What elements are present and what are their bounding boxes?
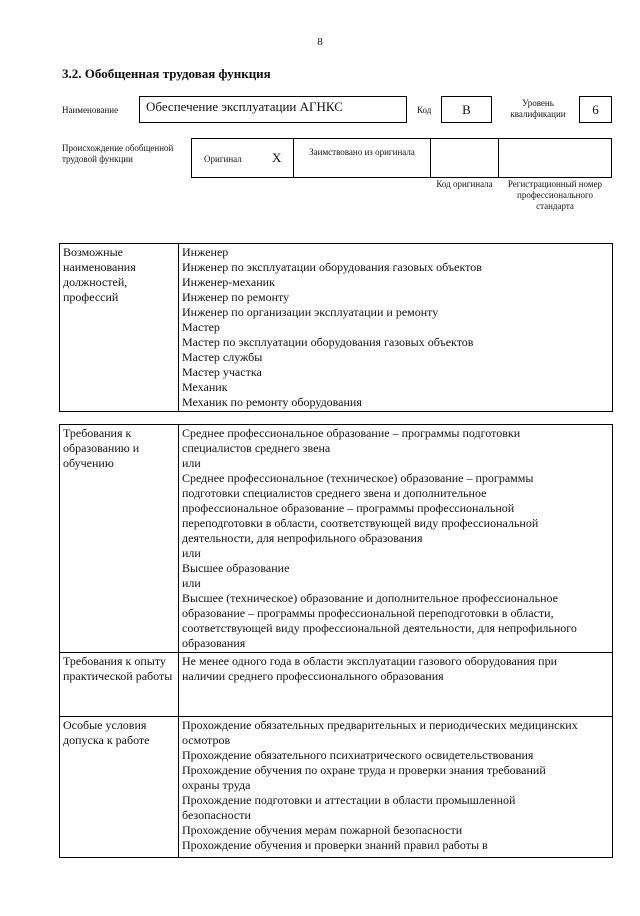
experience-text: [179, 653, 613, 717]
education-label: Требования к образованию и обучению: [60, 425, 179, 653]
list-item: Мастер по эксплуатации оборудования газовых объектов: [182, 335, 474, 349]
text-line: или: [182, 456, 201, 470]
list-item: Механик: [182, 380, 228, 394]
text-line: Не менее одного года в области эксплуатации газового оборудования при: [182, 654, 557, 668]
name-value: Обеспечение эксплуатации АГНКС: [146, 99, 343, 114]
origin-label: Происхождение обобщенной трудовой функции: [62, 143, 174, 164]
admission-text: [179, 717, 613, 858]
experience-label: Требования к опыту практической работы: [60, 653, 179, 717]
positions-list: [179, 244, 613, 412]
list-item: Инженер по ремонту: [182, 290, 290, 304]
code-original-caption: Код оригинала: [436, 179, 493, 189]
text-line: или: [182, 576, 201, 590]
level-label: Уровень квалификации: [510, 98, 566, 119]
section-title: 3.2. Обобщенная трудовая функция: [62, 66, 271, 81]
original-mark: X: [272, 150, 282, 165]
list-item: Механик по ремонту оборудования: [182, 395, 362, 409]
text-line: образования: [182, 636, 246, 650]
borrowed-label: Заимствовано из оригинала: [309, 147, 415, 157]
positions-label: Возможные наименования должностей, профессий: [60, 244, 179, 412]
text-line: безопасности: [182, 808, 251, 822]
level-value: 6: [592, 102, 599, 117]
table-row: [60, 244, 613, 412]
text-line: образование – программы профессиональной переподготовки в области,: [182, 606, 554, 620]
list-item: Инженер по эксплуатации оборудования газовых объектов: [182, 260, 482, 274]
text-line: Прохождение обучения мерам пожарной безопасности: [182, 823, 463, 837]
page-number: 8: [317, 36, 323, 48]
text-line: специалистов среднего звена: [182, 441, 331, 455]
level-value-box: [579, 96, 612, 123]
text-line: или: [182, 546, 201, 560]
name-label: Наименование: [62, 105, 119, 115]
text-line: Высшее (техническое) образование и дополнительное профессиональное: [182, 591, 558, 605]
text-line: Среднее профессиональное (техническое) образование – программы: [182, 471, 534, 485]
text-line: охраны труда: [182, 778, 251, 792]
list-item: Инженер-механик: [182, 275, 275, 289]
list-item: Мастер участка: [182, 365, 262, 379]
text-line: Прохождение обучения и проверки знаний правил работы в: [182, 838, 488, 852]
code-label: Код: [417, 105, 432, 115]
text-line: Прохождение обязательных предварительных и периодических медицинских: [182, 718, 578, 732]
text-line: Высшее образование: [182, 561, 290, 575]
original-label: Оригинал: [204, 154, 242, 164]
original-cell: [191, 138, 294, 178]
requirements-table: [59, 424, 613, 858]
admission-label: Особые условия допуска к работе: [60, 717, 179, 858]
reg-number-caption: Регистрационный номер профессионального стандарта: [507, 179, 603, 211]
text-line: наличии среднего профессионального образования: [182, 669, 444, 683]
text-line: Прохождение обязательного психиатрического освидетельствования: [182, 748, 534, 762]
text-line: осмотров: [182, 733, 231, 747]
text-line: соответствующей виду профессиональной деятельности, для непрофильного: [182, 621, 577, 635]
text-line: Прохождение обучения по охране труда и проверки знания требований: [182, 763, 546, 777]
text-line: подготовки специалистов среднего звена и дополнительное: [182, 486, 487, 500]
code-value-box: [441, 96, 492, 123]
name-value-box: [139, 96, 407, 123]
text-line: деятельности, для непрофильного образования: [182, 531, 423, 545]
list-item: Мастер: [182, 320, 220, 334]
text-line: Среднее профессиональное образование – программы подготовки: [182, 426, 521, 440]
borrowed-cell: [293, 138, 431, 178]
text-line: профессиональное образование – программы профессиональной: [182, 501, 515, 515]
list-item: Инженер по организации эксплуатации и ремонту: [182, 305, 439, 319]
table-row: [60, 425, 613, 653]
code-value: B: [462, 102, 471, 117]
text-line: переподготовки в области, соответствующей виду профессиональной: [182, 516, 539, 530]
education-text: [179, 425, 613, 653]
list-item: Инженер: [182, 245, 229, 259]
list-item: Мастер службы: [182, 350, 263, 364]
table-row: [60, 717, 613, 858]
text-line: Прохождение подготовки и аттестации в области промышленной: [182, 793, 516, 807]
reg-number-cell: [498, 138, 612, 178]
code-original-cell: [430, 138, 499, 178]
table-row: [60, 653, 613, 717]
positions-table: [59, 243, 613, 412]
